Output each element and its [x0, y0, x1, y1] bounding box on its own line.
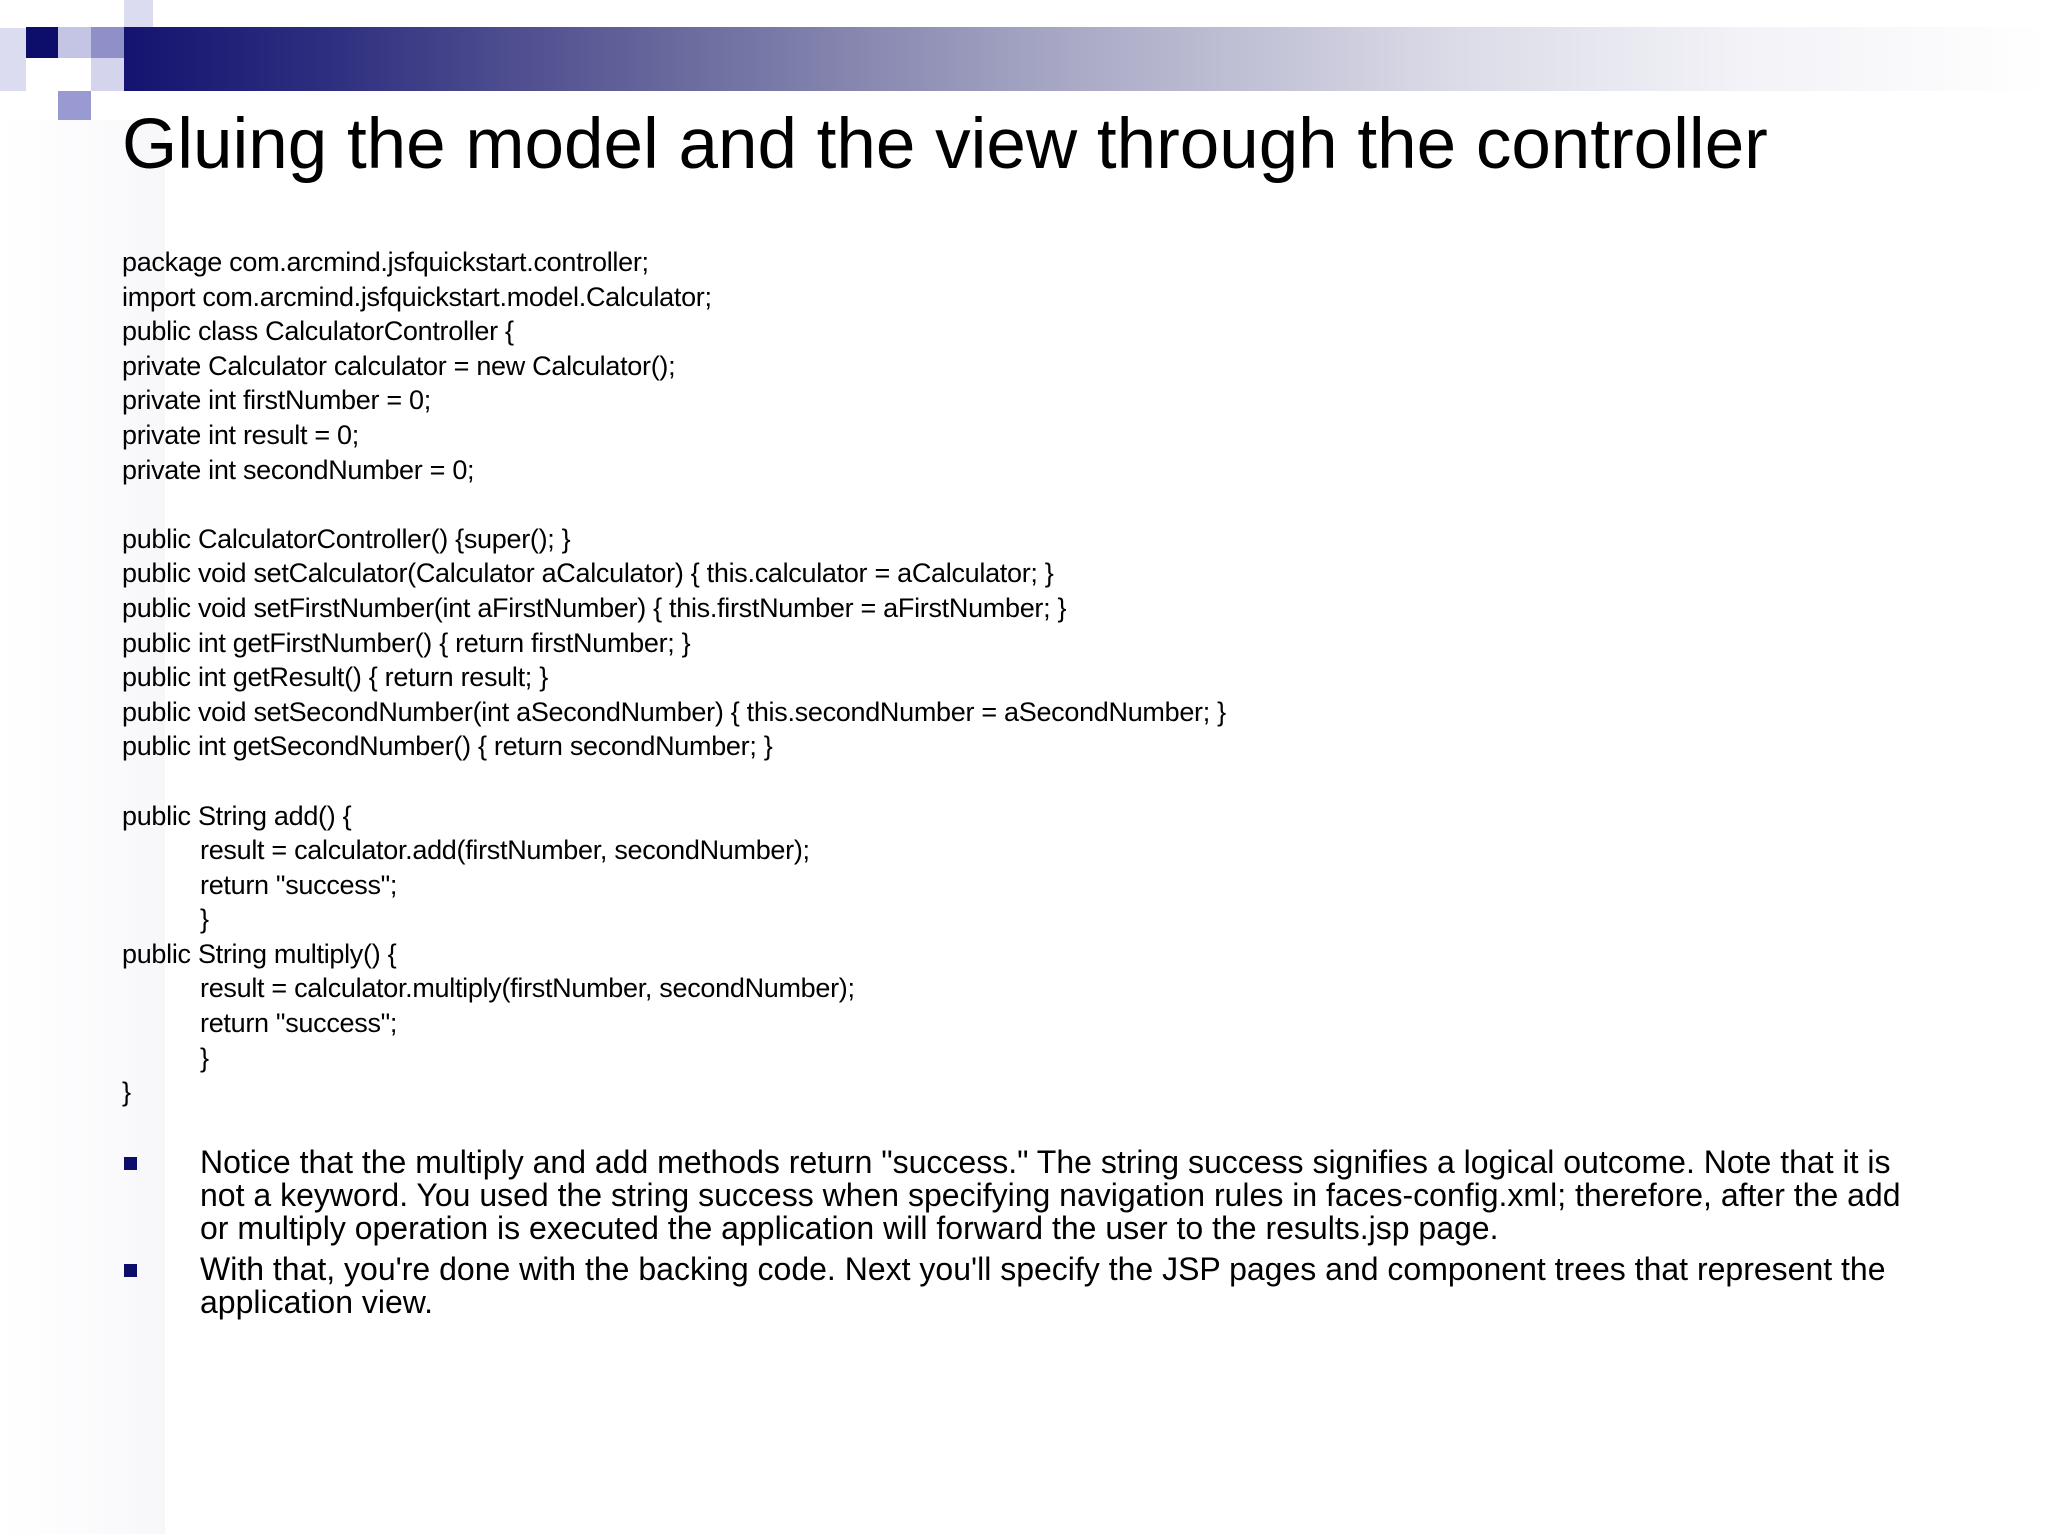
- square-bullet-icon: [124, 1157, 137, 1170]
- decor-square: [26, 58, 58, 91]
- code-line: public class CalculatorController {: [122, 316, 514, 347]
- code-line: private int secondNumber = 0;: [122, 454, 475, 485]
- code-line: result = calculator.multiply(firstNumber, secondNumber);: [200, 973, 855, 1004]
- decor-square: [91, 27, 124, 58]
- code-line: public int getSecondNumber() { return secondNumber; }: [122, 731, 773, 762]
- code-line: public int getFirstNumber() { return firstNumber; }: [122, 627, 691, 658]
- code-line: private Calculator calculator = new Calculator();: [122, 350, 676, 381]
- code-line: public void setFirstNumber(int aFirstNumber) { this.firstNumber = aFirstNumber; }: [122, 592, 1067, 623]
- decor-square: [58, 27, 91, 58]
- code-line: private int firstNumber = 0;: [122, 385, 431, 416]
- code-line: public void setCalculator(Calculator aCalculator) { this.calculator = aCalculator; }: [122, 558, 1054, 589]
- decor-square: [58, 91, 91, 120]
- code-line: }: [200, 904, 209, 935]
- code-line: return "success";: [200, 869, 398, 900]
- code-line: [122, 764, 2022, 799]
- code-line: [122, 487, 2022, 522]
- code-line: }: [122, 1077, 131, 1108]
- slide-title: Gluing the model and the view through the controller: [122, 105, 1768, 184]
- code-line: import com.arcmind.jsfquickstart.model.Calculator;: [122, 281, 712, 312]
- decor-square: [91, 58, 124, 91]
- code-line: package com.arcmind.jsfquickstart.controller;: [122, 247, 649, 277]
- code-line: result = calculator.add(firstNumber, secondNumber);: [200, 835, 810, 866]
- code-line: public String add() {: [122, 800, 352, 831]
- code-line: public CalculatorController() {super(); }: [122, 523, 571, 554]
- code-block: [122, 245, 2022, 1110]
- bullet-list: [122, 1146, 1922, 1327]
- code-line: public void setSecondNumber(int aSecondNumber) { this.secondNumber = aSecondNumber; }: [122, 696, 1226, 727]
- decor-square: [0, 0, 28, 28]
- decor-square: [124, 0, 153, 27]
- bullet-text: With that, you're done with the backing code. Next you'll specify the JSP pages and component trees that represent the application view.: [200, 1251, 1886, 1320]
- code-line: public int getResult() { return result; }: [122, 662, 548, 693]
- header-gradient-bar: [92, 27, 2048, 91]
- bullet-item: [122, 1146, 1922, 1245]
- code-line: public String multiply() {: [122, 938, 397, 969]
- code-line: private int result = 0;: [122, 419, 359, 450]
- decor-square: [0, 27, 27, 91]
- decor-square: [58, 58, 91, 91]
- code-line: }: [200, 1042, 209, 1073]
- code-line: return "success";: [200, 1008, 398, 1039]
- bullet-text: Notice that the multiply and add methods return "success." The string success signifies a logical outcome. Note that it is not a keyword. You used the string success when specifying navigation rules in faces-config.xml; therefore, after the add or multiply operation is executed the application will forward the user to the results.jsp page.: [200, 1144, 1901, 1246]
- decor-square: [26, 27, 59, 58]
- bullet-item: [122, 1253, 1922, 1319]
- square-bullet-icon: [124, 1264, 137, 1277]
